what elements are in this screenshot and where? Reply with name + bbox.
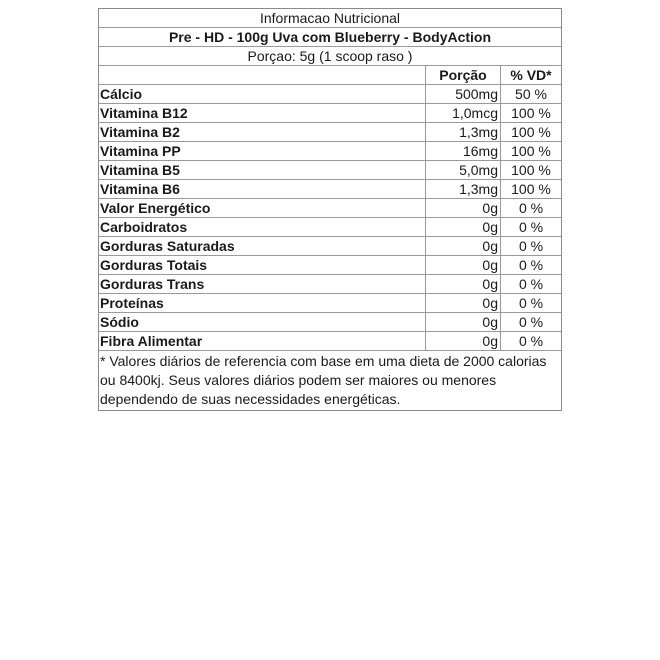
- nutrient-vd: 100 %: [511, 181, 551, 197]
- serving-size: Porçao: 5g (1 scoop raso ): [247, 48, 413, 64]
- nutrient-portion: 0g: [426, 218, 501, 236]
- nutrient-vd: 100 %: [511, 143, 551, 159]
- table-title-row: [99, 9, 561, 28]
- nutrient-name: Fibra Alimentar: [99, 332, 426, 350]
- nutrient-name: Vitamina B6: [99, 180, 426, 198]
- product-row: [99, 28, 561, 47]
- nutrient-vd: 50 %: [515, 86, 547, 102]
- nutrition-table: [98, 8, 562, 411]
- nutrient-vd: 100 %: [511, 105, 551, 121]
- nutrient-name: Cálcio: [99, 85, 426, 103]
- table-row: [99, 104, 561, 123]
- nutrient-vd: 0 %: [518, 200, 544, 216]
- table-row: [99, 294, 561, 313]
- nutrient-vd: 0 %: [518, 295, 544, 311]
- nutrient-vd: 0 %: [518, 238, 544, 254]
- table-row: [99, 142, 561, 161]
- table-header-row: [99, 66, 561, 85]
- nutrient-name: Proteínas: [99, 294, 426, 312]
- nutrient-name: Gorduras Saturadas: [99, 237, 426, 255]
- nutrient-vd: 100 %: [511, 162, 551, 178]
- nutrient-portion: 0g: [426, 237, 501, 255]
- serving-row: [99, 47, 561, 66]
- nutrient-portion: 1,0mcg: [426, 104, 501, 122]
- header-name: [99, 66, 426, 84]
- nutrient-portion: 0g: [426, 332, 501, 350]
- table-row: [99, 275, 561, 294]
- table-row: [99, 180, 561, 199]
- table-row: [99, 313, 561, 332]
- table-row: [99, 256, 561, 275]
- nutrient-vd: 0 %: [518, 257, 544, 273]
- nutrient-name: Sódio: [99, 313, 426, 331]
- nutrient-name: Gorduras Totais: [99, 256, 426, 274]
- table-row: [99, 161, 561, 180]
- nutrient-vd: 0 %: [518, 333, 544, 349]
- nutrient-portion: 0g: [426, 294, 501, 312]
- nutrient-portion: 0g: [426, 256, 501, 274]
- table-row: [99, 237, 561, 256]
- footnote: * Valores diários de referencia com base em uma dieta de 2000 calorias ou 8400kj. Seus valores diários podem ser maiores ou menores dependendo de suas necessidades energéticas.: [100, 353, 547, 407]
- nutrient-name: Vitamina PP: [99, 142, 426, 160]
- nutrient-name: Carboidratos: [99, 218, 426, 236]
- table-row: [99, 218, 561, 237]
- nutrient-portion: 0g: [426, 275, 501, 293]
- table-row: [99, 85, 561, 104]
- nutrient-name: Vitamina B2: [99, 123, 426, 141]
- nutrient-portion: 16mg: [426, 142, 501, 160]
- nutrient-portion: 500mg: [426, 85, 501, 103]
- nutrient-vd: 0 %: [518, 276, 544, 292]
- table-row: [99, 123, 561, 142]
- header-vd: % VD*: [510, 67, 552, 83]
- table-title: Informacao Nutricional: [259, 10, 401, 26]
- nutrient-vd: 0 %: [518, 219, 544, 235]
- nutrient-vd: 0 %: [518, 314, 544, 330]
- nutrient-portion: 0g: [426, 199, 501, 217]
- nutrient-portion: 1,3mg: [426, 180, 501, 198]
- nutrient-portion: 5,0mg: [426, 161, 501, 179]
- nutrient-name: Gorduras Trans: [99, 275, 426, 293]
- nutrient-vd: 100 %: [511, 124, 551, 140]
- nutrient-name: Vitamina B5: [99, 161, 426, 179]
- nutrient-name: Valor Energético: [99, 199, 426, 217]
- table-row: [99, 199, 561, 218]
- header-portion: Porção: [426, 66, 501, 84]
- nutrient-name: Vitamina B12: [99, 104, 426, 122]
- nutrient-portion: 0g: [426, 313, 501, 331]
- table-row: [99, 332, 561, 351]
- nutrient-portion: 1,3mg: [426, 123, 501, 141]
- product-name: Pre - HD - 100g Uva com Blueberry - BodyAction: [168, 29, 492, 45]
